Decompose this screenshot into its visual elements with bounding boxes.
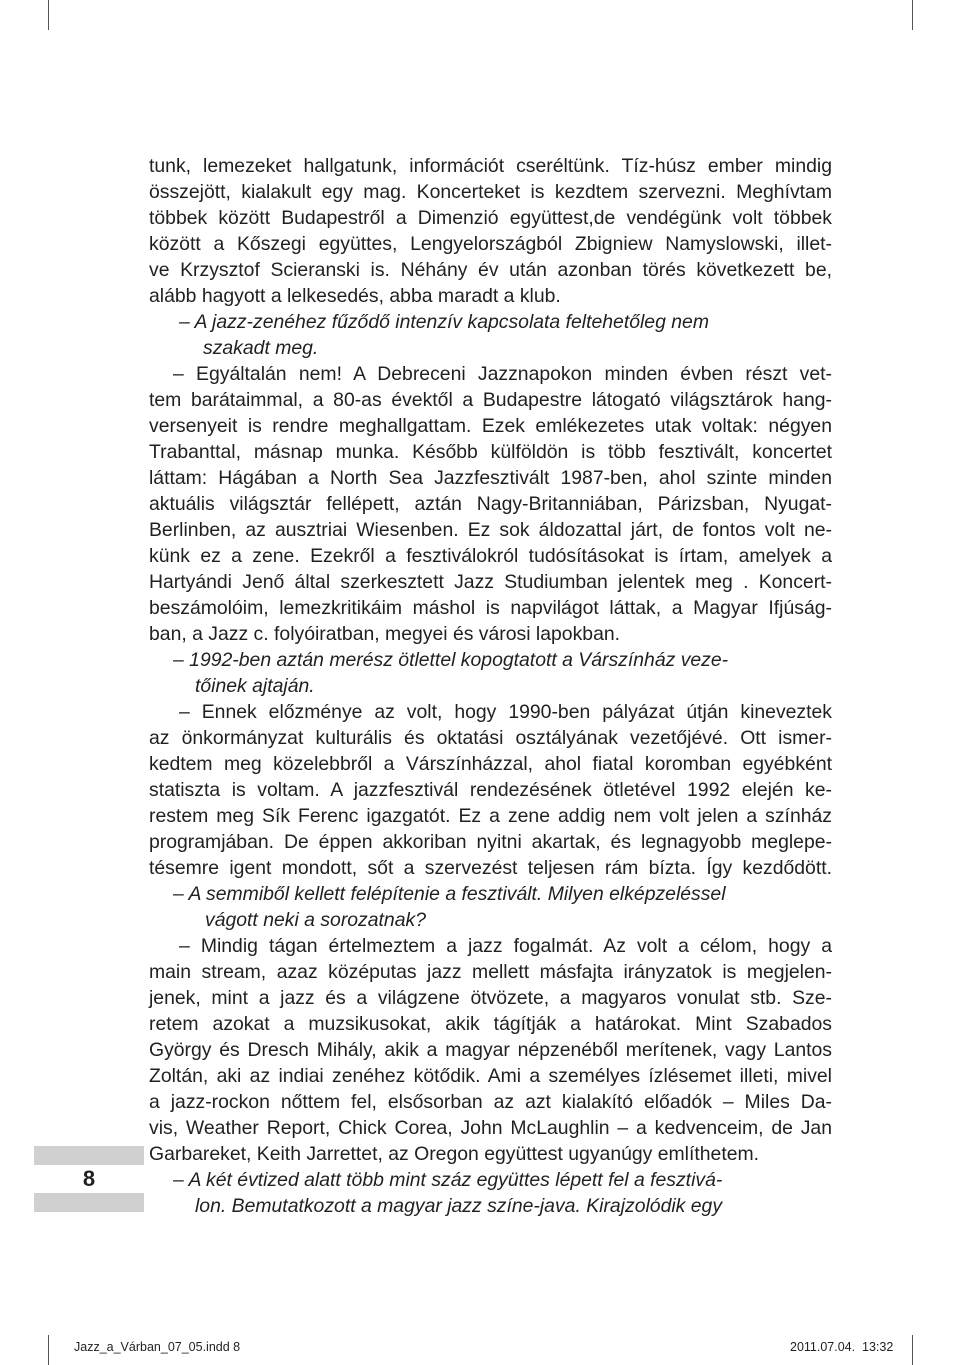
footer-date: 2011.07.04. bbox=[790, 1340, 856, 1354]
crop-mark-bottom-left bbox=[48, 1335, 49, 1365]
text-line: versenyeit is rendre meghallgattam. Ezek emlékezetes utak voltak: négyen bbox=[149, 415, 832, 437]
text-line: tőinek ajtaján. bbox=[195, 675, 315, 697]
text-line: – Mindig tágan értelmeztem a jazz fogalmát. Az volt a célom, hogy a bbox=[179, 935, 832, 957]
text-line: Garbareket, Keith Jarrettet, az Oregon együttest ugyanúgy említhetem. bbox=[149, 1143, 760, 1165]
text-line: vágott neki a sorozatnak? bbox=[205, 909, 426, 931]
text-line: lon. Bemutatkozott a magyar jazz színe-java. Kirajzolódik egy bbox=[195, 1195, 723, 1217]
text-line: ve Krzysztof Scieranski is. Néhány év után azonban törés következett be, bbox=[149, 259, 832, 281]
crop-mark-bottom-right bbox=[912, 1335, 913, 1365]
text-line: szakadt meg. bbox=[203, 337, 319, 359]
crop-mark-top-left bbox=[48, 0, 49, 30]
text-line: jenek, mint a jazz és a világzene ötvözete, a magyaros vonulat stb. Sze- bbox=[149, 987, 832, 1009]
body-text bbox=[149, 153, 832, 1219]
crop-mark-top-right bbox=[912, 0, 913, 30]
footer-time: 13:32 bbox=[862, 1340, 894, 1354]
text-line: György és Dresch Mihály, akik a magyar népzenéből merítenek, vagy Lantos bbox=[149, 1039, 832, 1061]
text-line: többek között Budapestről a Dimenzió együttest,de vendégünk volt többek bbox=[149, 207, 832, 229]
text-line: vis, Weather Report, Chick Corea, John McLaughlin – a kedvenceim, de Jan bbox=[149, 1117, 832, 1139]
text-line: az önkormányzat kulturális és oktatási osztályának vezetőjévé. Ott ismer- bbox=[149, 727, 832, 749]
text-line: aktuális világsztár fellépett, aztán Nagy-Britanniában, Párizsban, Nyugat- bbox=[149, 493, 832, 515]
page-number-bar-top bbox=[34, 1146, 144, 1165]
text-line: – Ennek előzménye az volt, hogy 1990-ben pályázat útján kineveztek bbox=[179, 701, 832, 723]
text-line: a jazz-rockon nőttem fel, elsősorban az azt kialakító előadók – Miles Da- bbox=[149, 1091, 832, 1113]
page-number-bar-bottom bbox=[34, 1193, 144, 1212]
text-line: között a Kőszegi együttes, Lengyelországból Zbigniew Namyslowski, illet- bbox=[149, 233, 832, 255]
text-line: tem barátaimmal, a 80-as évektől a Budapestre látogató világsztárok hang- bbox=[149, 389, 832, 411]
footer-filename: Jazz_a_Várban_07_05.indd 8 bbox=[74, 1340, 241, 1354]
text-line: beszámolóim, lemezkritikáim máshol is napvilágot láttak, a Magyar Ifjúság- bbox=[149, 597, 832, 619]
text-line: tunk, lemezeket hallgatunk, információt cseréltünk. Tíz-húsz ember mindig bbox=[149, 155, 832, 177]
text-line: tésemre igent mondott, sőt a szervezést teljesen rám bízta. Így kezdődött. bbox=[149, 857, 832, 879]
text-line: – 1992-ben aztán merész ötlettel kopogtatott a Várszínház veze- bbox=[173, 649, 729, 671]
text-line: láttam: Hágában a North Sea Jazzfesztivált 1987-ben, ahol szinte minden bbox=[149, 467, 832, 489]
text-line: Hartyándi Jenő által szerkesztett Jazz Studiumban jelentek meg . Koncert- bbox=[149, 571, 832, 593]
text-line: alább hagyott a lelkesedés, abba maradt a klub. bbox=[149, 285, 561, 307]
text-line: ban, a Jazz c. folyóiratban, megyei és városi lapokban. bbox=[149, 623, 621, 645]
text-line: – A jazz-zenéhez fűződő intenzív kapcsolata feltehetőleg nem bbox=[179, 311, 709, 333]
text-line: restem meg Sík Ferenc igazgatót. Ez a zene addig nem volt jelen a színház bbox=[149, 805, 832, 827]
text-line: main stream, azaz középutas jazz mellett másfajta irányzatok is megjelen- bbox=[149, 961, 832, 983]
text-line: Zoltán, aki az indiai zenéhez kötődik. Ami a személyes ízlésemet illeti, mivel bbox=[149, 1065, 832, 1087]
text-line: künk ez a zene. Ezekről a fesztiválokról tudósításokat is írtam, amelyek a bbox=[149, 545, 832, 567]
text-line: összejött, kialakult egy mag. Koncerteket is kezdtem szervezni. Meghívtam bbox=[149, 181, 832, 203]
text-line: Trabanttal, másnap munka. Később külföldön is több fesztivált, koncertet bbox=[149, 441, 832, 463]
text-line: – Egyáltalán nem! A Debreceni Jazznapokon minden évben részt vet- bbox=[173, 363, 832, 385]
text-line: kedtem meg közelebbről a Várszínházzal, ahol fiatal koromban egyébként bbox=[149, 753, 832, 775]
text-line: statiszta is voltam. A jazzfesztivál rendezésének ötletével 1992 elején ke- bbox=[149, 779, 832, 801]
page-number: 8 bbox=[82, 1166, 96, 1191]
text-line: – A két évtized alatt több mint száz együttes lépett fel a fesztivá- bbox=[173, 1169, 723, 1191]
text-line: retem azokat a muzsikusokat, akik tágítják a határokat. Mint Szabados bbox=[149, 1013, 832, 1035]
text-line: – A semmiből kellett felépítenie a fesztivált. Milyen elképzeléssel bbox=[173, 883, 726, 905]
text-line: Berlinben, az ausztriai Wiesenben. Ez sok áldozattal járt, de fontos volt ne- bbox=[149, 519, 832, 541]
text-line: programjában. De éppen akkoriban nyitni akartak, és legnagyobb meglepe- bbox=[149, 831, 832, 853]
